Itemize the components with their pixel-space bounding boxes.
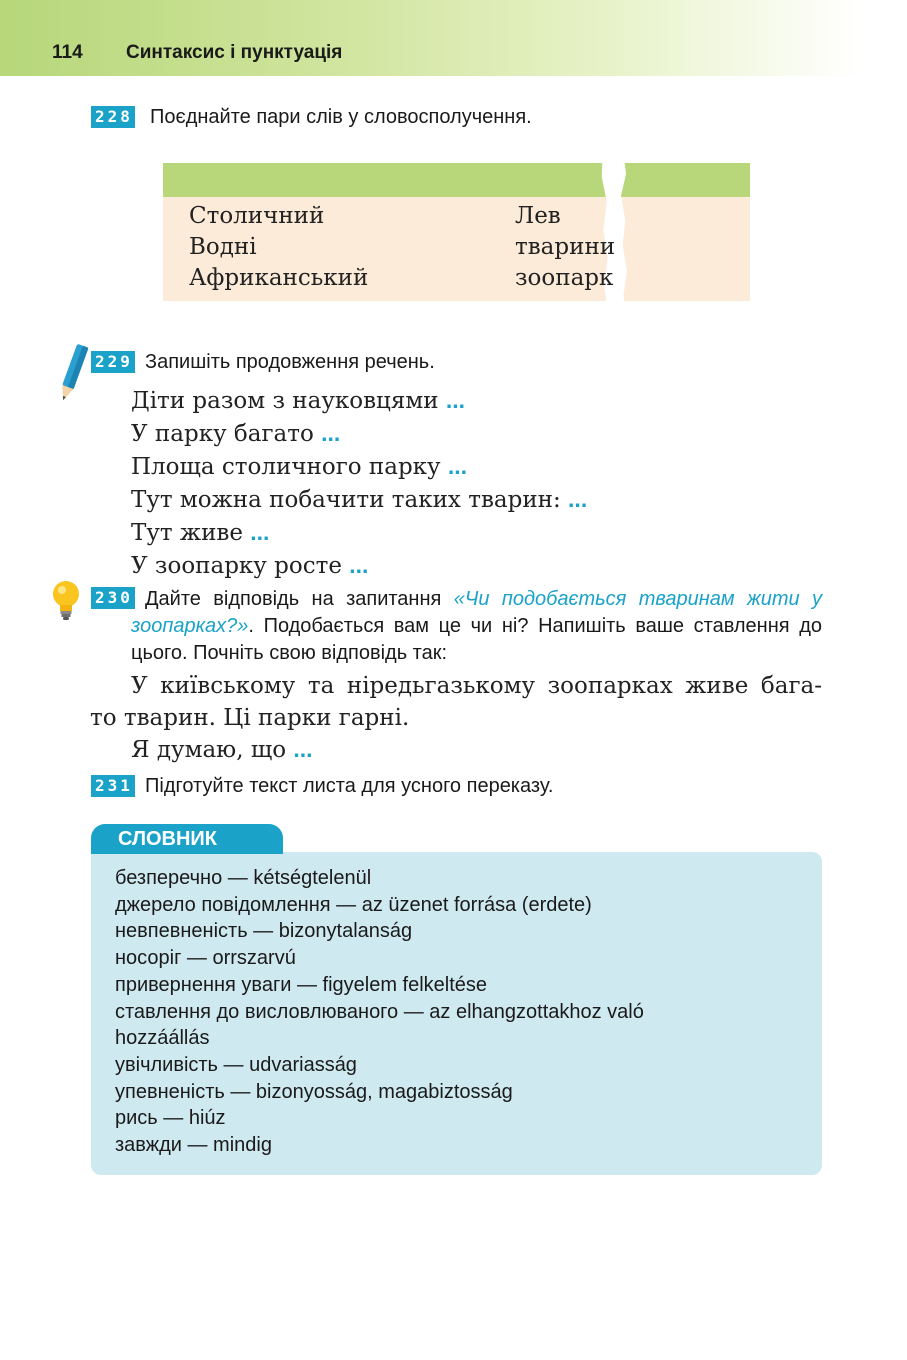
sentence-item: У парку багато ... xyxy=(131,420,341,447)
right-word: тварини xyxy=(515,234,616,260)
vocabulary-entry: носоріг — orrszarvú xyxy=(115,947,296,970)
ellipsis-mark: ... xyxy=(447,453,468,479)
ellipsis-mark: ... xyxy=(250,519,270,545)
pencil-icon xyxy=(58,342,88,404)
exercise-number-231: 231 xyxy=(91,775,135,797)
vocabulary-entry: упевненість — bizonyosság, magabiztosság xyxy=(115,1080,513,1103)
right-word: Лев xyxy=(515,203,561,229)
exercise-230-instruction: Дайте відповідь на запитання «Чи подобається тваринам жити у зоопарках?». Подобається вам це чи ні? Напишіть ваше ставлення до цього. Почніть свою відповідь так: xyxy=(131,588,822,664)
right-word: зоопарк xyxy=(515,265,614,291)
page-number: 114 xyxy=(52,42,83,63)
exercise-number-228: 228 xyxy=(91,106,135,128)
exercise-number-229: 229 xyxy=(91,351,135,373)
sample-text-line: Я думаю, що ... xyxy=(131,736,313,763)
left-word: Африканський xyxy=(189,265,369,291)
right-words-column xyxy=(515,201,615,294)
vocabulary-entry: завжди — mindig xyxy=(115,1134,272,1157)
sentence-item: У зоопарку росте ... xyxy=(131,552,369,579)
ellipsis-mark: ... xyxy=(445,387,466,413)
ellipsis-mark: ... xyxy=(321,420,341,446)
vocabulary-entry: hozzáállás xyxy=(115,1027,210,1050)
word-pairs-table-header xyxy=(163,163,750,197)
vocabulary-entry: ставлення до висловлюваного — az elhangzottakhoz való xyxy=(115,1000,644,1023)
left-word: Столичний xyxy=(189,203,325,229)
sentence-item: Площа столичного парку ... xyxy=(131,453,468,480)
page-header-band xyxy=(0,0,860,76)
sentence-item: Діти разом з науковцями ... xyxy=(131,387,466,414)
vocabulary-title-tab xyxy=(91,824,283,854)
vocabulary-entry: джерело повідомлення — az üzenet forrása (erdete) xyxy=(115,893,592,916)
exercise-number-230: 230 xyxy=(91,587,135,609)
vocabulary-entry: рись — hiúz xyxy=(115,1107,226,1130)
section-title: Синтаксис і пунктуація xyxy=(126,42,343,63)
ellipsis-mark: ... xyxy=(349,552,369,578)
vocabulary-entry: безперечно — kétségtelenül xyxy=(115,867,372,889)
sentence-list xyxy=(131,384,587,582)
exercise-230-sample-text xyxy=(90,670,822,766)
ellipsis-mark: ... xyxy=(568,486,588,512)
left-word: Водні xyxy=(189,234,257,260)
sample-text-line: У київському та ніредьгазькому зоопарках живе бага- xyxy=(131,673,822,699)
word-pairs-table xyxy=(163,163,750,301)
sample-text-line: то тварин. Ці парки гарні. xyxy=(90,705,410,731)
left-words-column xyxy=(189,201,368,294)
vocabulary-title: СЛОВНИК xyxy=(118,828,218,850)
lightbulb-icon xyxy=(48,578,84,622)
sentence-item: Тут живе ... xyxy=(131,519,270,546)
vocabulary-entry: увічливість — udvariasság xyxy=(115,1053,357,1076)
vocabulary-list xyxy=(115,865,644,1159)
sentence-item: Тут можна побачити таких тварин: ... xyxy=(131,486,588,513)
ellipsis-mark: ... xyxy=(293,736,313,762)
exercise-228-instruction: Поєднайте пари слів у словосполучення. xyxy=(150,106,532,128)
exercise-229-instruction: Запишіть продовження речень. xyxy=(145,351,435,373)
exercise-230-question: «Чи подобається тваринам жити у зоопарках?» xyxy=(131,588,822,637)
vocabulary-entry: невпевненість — bizonytalanság xyxy=(115,920,413,943)
exercise-231-instruction: Підготуйте текст листа для усного переказу. xyxy=(145,775,554,797)
vocabulary-entry: привернення уваги — figyelem felkeltése xyxy=(115,973,488,996)
